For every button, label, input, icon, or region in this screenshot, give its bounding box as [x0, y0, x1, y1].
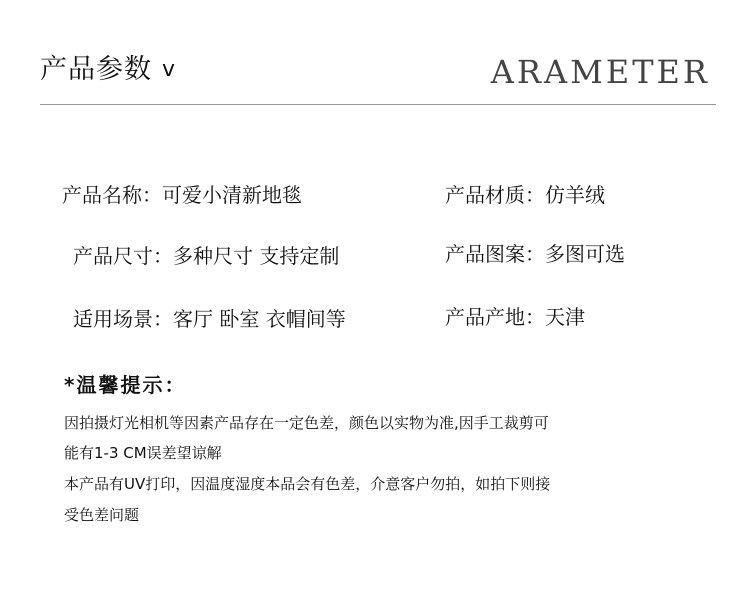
param-origin: 产品产地：天津: [445, 305, 585, 329]
notice-line: 能有1-3 CM误差望谅解: [64, 444, 222, 462]
notice-line: 受色差问题: [64, 506, 140, 524]
param-product-name: 产品名称：可爱小清新地毯: [62, 183, 302, 207]
chevron-down-icon: v: [162, 57, 177, 82]
header-title: [40, 50, 176, 90]
param-size: 产品尺寸：多种尺寸 支持定制: [73, 244, 340, 268]
param-scenario: 适用场景：客厅 卧室 衣帽间等: [73, 307, 346, 331]
notice-title: *温馨提示：: [64, 373, 187, 397]
header-divider: [40, 104, 716, 105]
notice-line: 因拍摄灯光相机等因素产品存在一定色差，颜色以实物为准,因手工裁剪可: [64, 414, 549, 432]
notice-line: 本产品有UV打印，因温度湿度本品会有色差，介意客户勿拍，如拍下则接: [64, 475, 551, 493]
param-pattern: 产品图案：多图可选: [445, 242, 625, 266]
header-title-text: 产品参数: [40, 54, 152, 85]
header-english-title: ARAMETER: [490, 53, 710, 91]
param-material: 产品材质：仿羊绒: [445, 183, 605, 207]
